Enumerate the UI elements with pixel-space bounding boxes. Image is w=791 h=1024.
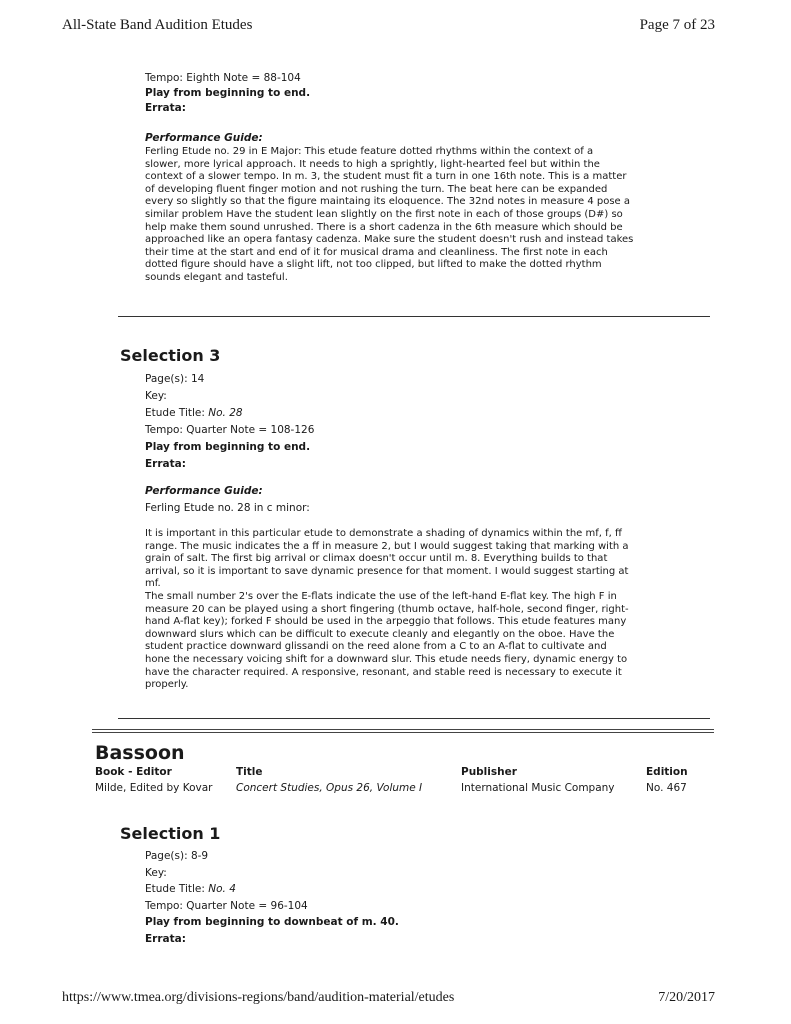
performance-guide-label: Performance Guide:	[145, 485, 263, 497]
section-divider	[118, 316, 710, 317]
book-table-header	[95, 766, 706, 782]
selection-1-title: Selection 1	[120, 824, 221, 843]
etude-title-label: Etude Title:	[145, 407, 209, 419]
guide-line: context of a slower tempo. In m. 3, the student must fit a turn in one 16th note. This is a matter	[145, 171, 627, 183]
guide-line: downward slurs which can be difficult to execute cleanly and elegantly on the oboe. Have the	[145, 628, 615, 640]
play-instruction: Play from beginning to end.	[145, 441, 311, 453]
guide-line: It is important in this particular etude to demonstrate a shading of dynamics within the mf, f, ff	[145, 528, 622, 539]
table-row	[95, 782, 706, 798]
selection-3-details	[145, 372, 705, 692]
performance-guide-text	[145, 528, 705, 692]
guide-line: have the character required. A responsive, resonant, and stable reed is necessary to execute it	[145, 666, 622, 678]
book-table	[95, 766, 706, 798]
errata-label: Errata:	[145, 458, 186, 470]
etude-title-line	[145, 406, 705, 423]
col-header-edition: Edition	[646, 766, 688, 778]
bassoon-heading: Bassoon	[95, 742, 185, 764]
col-header-book-editor: Book - Editor	[95, 766, 172, 778]
guide-line: help make them sound unrushed. There is a short cadenza in the 6th measure which should be	[145, 221, 623, 233]
play-instruction: Play from beginning to downbeat of m. 40.	[145, 916, 399, 928]
guide-line: arrival, so it is important to save dynamic presence for that moment. I would suggest starting at	[145, 565, 629, 577]
pages-text: Page(s): 14	[145, 373, 205, 385]
guide-line: approached like an opera fantasy cadenza. Make sure the student doesn't rush and instead takes	[145, 234, 634, 246]
guide-line: sounds elegant and tasteful.	[145, 271, 288, 283]
guide-line: slower, more lyrical approach. It needs to high a sprightly, light-hearted feel but within the	[145, 158, 600, 170]
col-header-title: Title	[236, 766, 263, 778]
etude-title-line	[145, 882, 705, 899]
key-text: Key:	[145, 866, 167, 879]
page-number: Page 7 of 23	[639, 17, 715, 33]
guide-line: Ferling Etude no. 29 in E Major: This etude feature dotted rhythms within the context of a	[145, 146, 594, 157]
etude-title-label: Etude Title:	[145, 883, 209, 895]
performance-guide-label: Performance Guide:	[145, 132, 263, 144]
guide-line: dotted figure should have a slight lift, not too clipped, but lifted to make the dotted rhythm	[145, 259, 602, 271]
guide-line: hone the necessary voicing shift for a downward slur. This etude needs fiery, dynamic energy to	[145, 653, 628, 665]
footer-url: https://www.tmea.org/divisions-regions/band/audition-material/etudes	[62, 990, 455, 1005]
performance-guide-text	[145, 146, 705, 285]
top-selection-details	[145, 71, 705, 285]
cell-book-editor: Milde, Edited by Kovar	[95, 782, 213, 794]
tempo-text: Tempo: Eighth Note = 88-104	[145, 72, 301, 84]
guide-line: measure 20 can be played using a short fingering (thumb octave, half-hole, second finger, right-	[145, 603, 629, 615]
col-header-publisher: Publisher	[461, 766, 517, 778]
guide-line: hand A-flat key); forked F should be used in the arpeggio that follows. This etude features many	[145, 616, 627, 628]
guide-line: their time at the start and end of it for musical drama and cleanliness. The first note in each	[145, 246, 608, 258]
errata-label: Errata:	[145, 102, 186, 114]
guide-line: similar problem Have the student lean slightly on the first note in each of those groups (D#) so	[145, 208, 623, 220]
section-divider	[118, 718, 710, 719]
play-instruction: Play from beginning to end.	[145, 87, 311, 99]
guide-line: grain of salt. The first big arrival or climax doesn't occur until m. 8. Everything builds to that	[145, 553, 608, 565]
cell-publisher: International Music Company	[461, 782, 615, 794]
key-text: Key:	[145, 390, 167, 402]
cell-title: Concert Studies, Opus 26, Volume I	[236, 782, 423, 794]
cell-edition: No. 467	[646, 782, 687, 794]
selection-1-details	[145, 849, 705, 948]
guide-line: range. The music indicates the a ff in measure 2, but I would suggest taking that marking with a	[145, 540, 629, 552]
tempo-text: Tempo: Quarter Note = 96-104	[145, 899, 308, 912]
instrument-divider	[92, 729, 714, 733]
etude-title-value: No. 4	[208, 883, 236, 895]
selection-3-title: Selection 3	[120, 346, 221, 365]
performance-guide-intro: Ferling Etude no. 28 in c minor:	[145, 502, 310, 514]
guide-line: mf.	[145, 578, 161, 590]
guide-line: of developing fluent finger motion and not rushing the turn. The beat here can be expanded	[145, 183, 608, 195]
tempo-text: Tempo: Quarter Note = 108-126	[145, 424, 315, 436]
errata-label: Errata:	[145, 932, 186, 945]
guide-line: properly.	[145, 679, 189, 691]
etude-title-value: No. 28	[208, 407, 243, 419]
guide-line: every so slightly so that the figure maintaing its eloquence. The 32nd notes in measure 4 pose a	[145, 196, 631, 208]
guide-line: student practice downward glissandi on the reed alone from a C to an A-flat to cultivate and	[145, 641, 607, 653]
page-header-title: All-State Band Audition Etudes	[62, 17, 253, 33]
guide-line: The small number 2's over the E-flats indicate the use of the left-hand E-flat key. The high F in	[145, 590, 617, 602]
footer-date: 7/20/2017	[658, 990, 715, 1005]
pages-text: Page(s): 8-9	[145, 850, 209, 862]
